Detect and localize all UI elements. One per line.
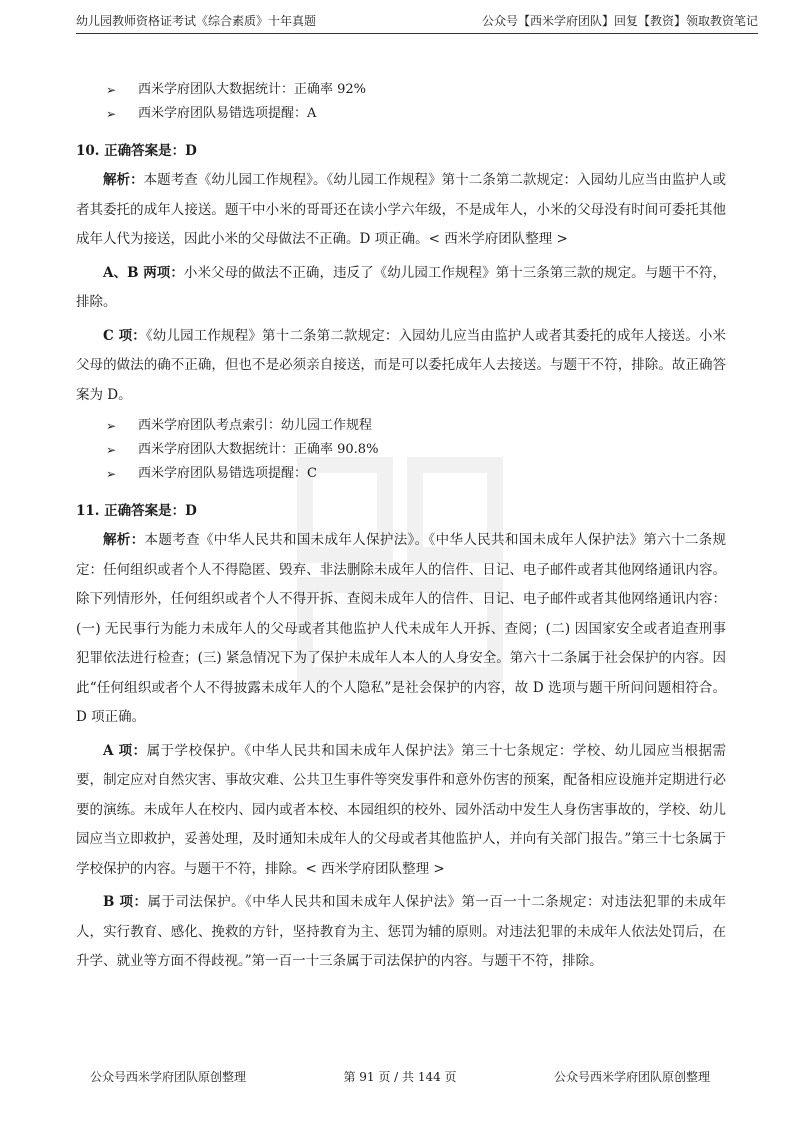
arrow-bullet-icon: ➢ [106,107,117,121]
question-10-title: 10. 正确答案是：D [76,143,197,159]
bullet-text: 西米学府团队易错选项提醒：A [138,106,317,121]
arrow-bullet-icon: ➢ [106,443,117,457]
q10-option-c: C 项：《幼儿园工作规程》第十二条第二款规定：入园幼儿应当由监护人或者其委托的成年人接送。小米父母的做法的确不正确，但也不是必须亲自接送，而是可以委托成年人去接送。与题干不符，排除。故正确答案为 D。 [76,327,726,403]
page-header [76,0,758,34]
q10-option-ab: A、B 两项：小米父母的做法不正确，违反了《幼儿园工作规程》第十三条第三款的规定。与题干不符，排除。 [76,264,726,310]
arrow-bullet-icon: ➢ [106,83,117,97]
q10-analysis: 解析：本题考查《幼儿园工作规程》。《幼儿园工作规程》第十二条第二款规定：入园幼儿应当由监护人或者其委托的成年人接送。题干中小米的哥哥还在读小学六年级，不是成年人，小米的父母没有时间可委托其他成年人代为接送，因此小米的父母做法不正确。D 项正确。< 西米学府团队整理 > [76,172,727,247]
footer-right: 公众号西米学府团队原创整理 [553,1070,710,1084]
arrow-bullet-icon: ➢ [106,419,117,433]
bullet-item [106,462,726,486]
bullet-item [106,438,726,462]
q11-option-b: B 项：属于司法保护。《中华人民共和国未成年人保护法》第一百一十二条规定：对违法犯罪的未成年人，实行教育、感化、挽救的方针，坚持教育为主、惩罚为辅的原则。对违法犯罪的未成年人依法处罚后，在升学、就业等方面不得歧视。”第一百一十三条属于司法保护的内容。与题干不符，排除。 [76,894,726,969]
arrow-bullet-icon: ➢ [106,467,117,481]
header-left-title: 幼儿园教师资格证考试《综合素质》十年真题 [76,14,317,28]
footer-left: 公众号西米学府团队原创整理 [90,1070,247,1084]
bullet-item [106,78,726,102]
header-right-note: 公众号【西米学府团队】回复【教资】领取教资笔记 [481,14,758,28]
page-content [76,78,726,981]
bullet-text: 西米学府团队大数据统计：正确率 90.8% [138,442,379,457]
bullet-item [106,414,726,438]
page-footer [90,1068,710,1085]
bullet-text: 西米学府团队大数据统计：正确率 92% [138,82,367,97]
page-number: 第 91 页 / 共 144 页 [343,1070,457,1084]
bullet-item [106,102,726,126]
q11-analysis: 解析：本题考查《中华人民共和国未成年人保护法》。《中华人民共和国未成年人保护法》第六十二条规定：任何组织或者个人不得隐匿、毁弃、非法删除未成年人的信件、日记、电子邮件或者其他网络通讯内容。除下列情形外，任何组织或者个人不得开拆、查阅未成年人的信件、日记、电子邮件或者其他网络通讯内容：(一) 无民事行为能力未成年人的父母或者其他监护人代未成年人开拆、查阅；(二) 因国家安全或者追查刑事犯罪依法进行检查；(三) 紧急情况下为了保护未成年人本人的人身安全。第六十二条属于社会保护的内容。因此“任何组织或者个人不得披露未成年人的个人隐私”是社会保护的内容，故 D 选项与题干所问问题相符合。D 项正确。 [76,532,727,725]
bullet-text: 西米学府团队考点索引：幼儿园工作规程 [138,418,373,433]
question-11-title: 11. 正确答案是：D [76,503,197,519]
q11-option-a: A 项：属于学校保护。《中华人民共和国未成年人保护法》第三十七条规定：学校、幼儿园应当根据需要，制定应对自然灾害、事故灾难、公共卫生事件等突发事件和意外伤害的预案，配备相应设施并定期进行必要的演练。未成年人在校内、园内或者本校、本园组织的校外、园外活动中发生人身伤害事故的，学校、幼儿园应当立即救护，妥善处理，及时通知未成年人的父母或者其他监护人，并向有关部门报告。”第三十七条属于学校保护的内容。与题干不符，排除。< 西米学府团队整理 > [76,742,726,877]
bullet-text: 西米学府团队易错选项提醒：C [138,466,317,481]
